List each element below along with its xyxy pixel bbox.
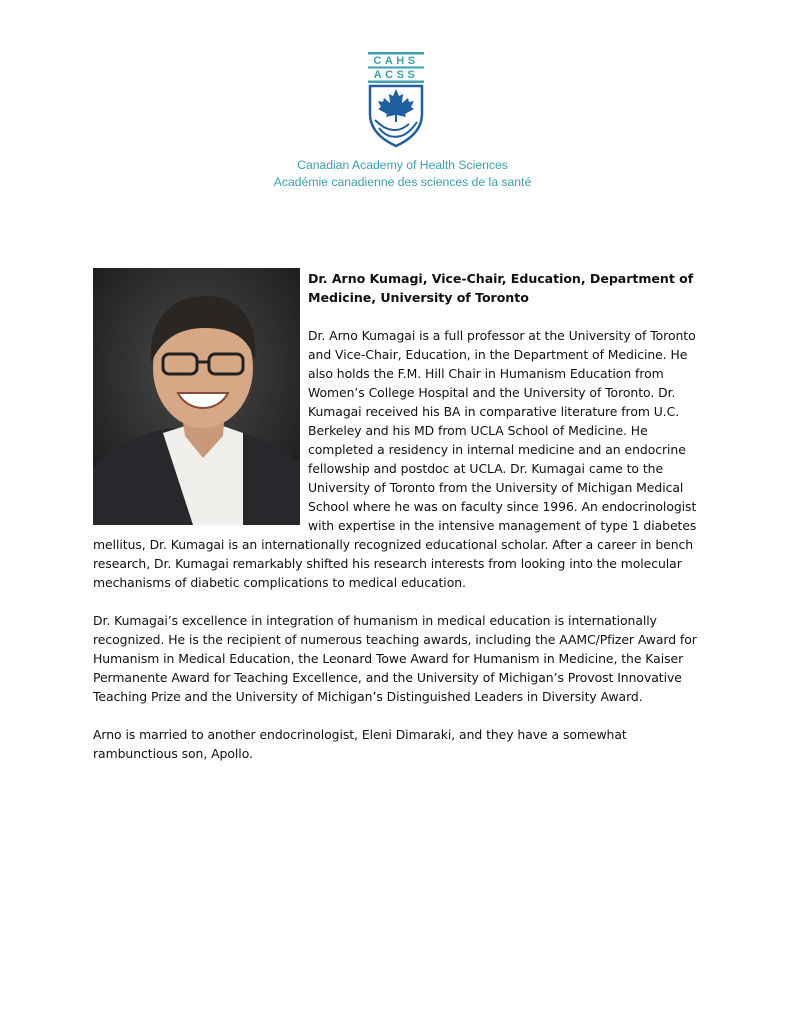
org-name-english: Canadian Academy of Health Sciences — [297, 158, 508, 172]
bio-paragraph-2: Dr. Kumagai’s excellence in integration of humanism in medical education is internationally recognized. He is the recipient of numerous teaching awards, including the AAMC/Pfizer Award for Humanism in Medical Education, the Leonard Towe Award for Humanism in Medicine, the Kaiser Permanente Award for Teaching Excellence, and the University of Michigan’s Provost Innovative Teaching Prize and the University of Michigan’s Distinguished Leaders in Diversity Award. — [93, 613, 697, 704]
bio-paragraph-3: Arno is married to another endocrinologist, Eleni Dimaraki, and they have a somewhat rambunctious son, Apollo. — [93, 727, 627, 761]
org-name-french: Académie canadienne des sciences de la santé — [273, 175, 532, 189]
profile-heading: Dr. Arno Kumagi, Vice-Chair, Education, Department of Medicine, University of Toronto — [308, 271, 694, 305]
cahs-acss-logo — [365, 52, 427, 148]
bio-paragraph-1: Dr. Arno Kumagai is a full professor at the University of Toronto and Vice-Chair, Education, in the Department of Medicine. He also holds the F.M. Hill Chair in Humanism Education from Women’s College Hospital and the University of Toronto. Dr. Kumagai received his BA in comparative literature from U.C. Berkeley and his MD from UCLA School of Medicine. He completed a residency in internal medicine and an endocrine fellowship and postdoc at UCLA. Dr. Kumagai came to the University of Toronto from the University of Michigan Medical School where he was on faculty since 1996. An endocrinologist with expertise in the intensive management of type 1 diabetes mellitus, Dr. Kumagai is an internationally recognized educational scholar. After a career in bench research, Dr. Kumagai remarkably shifted his research interests from looking into the molecular mechanisms of diabetic complications to medical education. — [93, 328, 697, 590]
logo-text-acss: ACSS — [373, 69, 419, 81]
photo-wrap-spacer — [93, 269, 308, 527]
biography — [93, 269, 713, 782]
logo-text-cahs: CAHS — [373, 55, 419, 67]
